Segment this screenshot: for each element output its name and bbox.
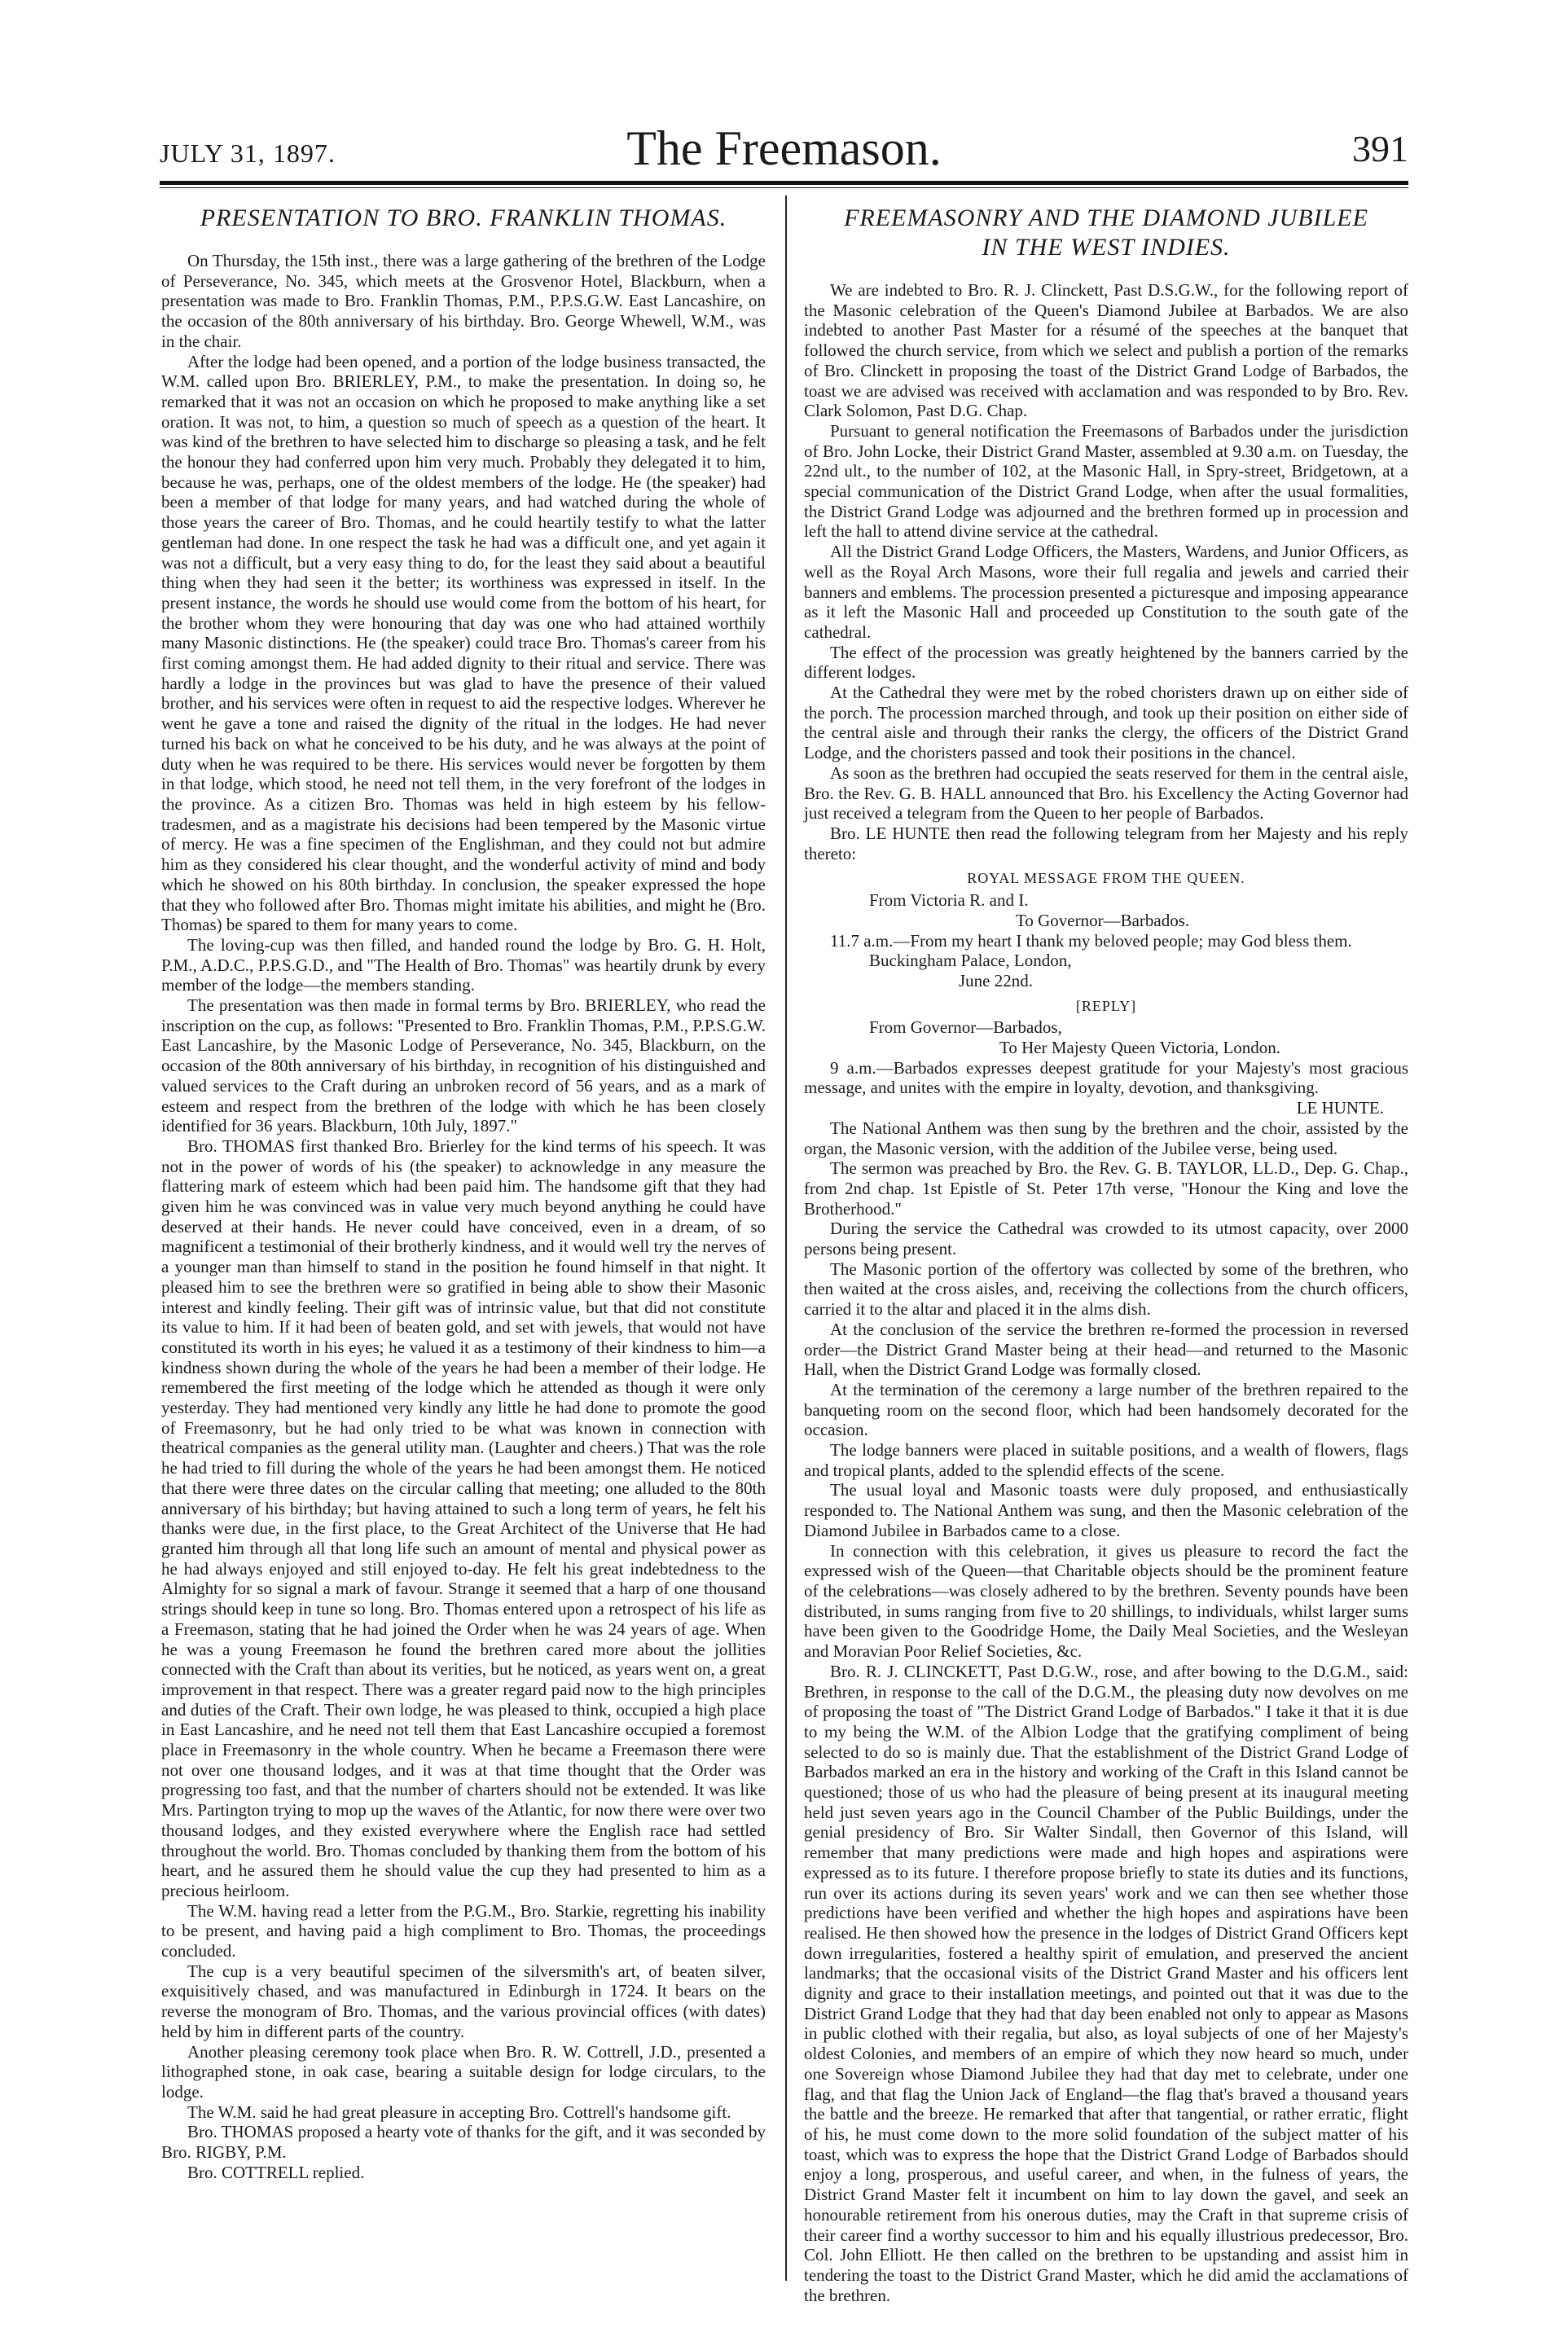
telegram-to: To Governor—Barbados. [1016, 910, 1190, 930]
article-paragraph: The Masonic portion of the offertory was collected by some of the brethren, who then waited at the cross aisles, and, receiving the collections from the church officers, carried it to the altar and placed it in the alms dish. [804, 1258, 1408, 1320]
article-paragraph: The loving-cup was then filled, and handed round the lodge by Bro. G. H. Holt, P.M., A.D.C., P.P.S.G.D., and "The Health of Bro. Thomas" was heartily drunk by every member of the lodge—the members standing. [161, 934, 766, 995]
reply-signature: LE HUNTE. [1296, 1098, 1384, 1118]
headline-line: IN THE WEST INDIES. [982, 234, 1231, 261]
article-paragraph: The lodge banners were placed in suitable positions, and a wealth of flowers, flags and tropical plants, added to the splendid effects of the scene. [804, 1440, 1408, 1480]
article-paragraph: At the Cathedral they were met by the robed choristers drawn up on either side of the porch. The procession marched through, and took up their position on either side of the central aisle and through their ranks the clergy, the officers of the District Grand Lodge, and the choristers passed and took their positions in the chancel. [804, 683, 1408, 763]
publication-title: The Freemason. [626, 121, 942, 175]
article-paragraph: Another pleasing ceremony took place when Bro. R. W. Cottrell, J.D., presented a lithographed stone, in oak case, bearing a suitable design for lodge circulars, to the lodge. [161, 2041, 766, 2102]
reply-body: 9 a.m.—Barbados expresses deepest gratitude for your Majesty's most gracious message, and unites with the empire in loyalty, devotion, and thanksgiving. [804, 1057, 1408, 1098]
telegram-body: 11.7 a.m.—From my heart I thank my beloved people; may God bless them. [830, 930, 1352, 951]
article-paragraph: The National Anthem was then sung by the brethren and the choir, assisted by the organ, the Masonic version, with the addition of the Jubilee verse, being used. [804, 1118, 1408, 1158]
article-paragraph: We are indebted to Bro. R. J. Clinckett, Past D.S.G.W., for the following report of the Masonic celebration of the Queen's Diamond Jubilee at Barbados. We are also indebted to another Past Master for a résumé of the speeches at the banquet that followed the church service, from which we select and publish a portion of the remarks of Bro. Clinckett in proposing the toast of the District Grand Lodge of Barbados, the toast we are advised was received with acclamation and was responded to by Bro. Rev. Clark Solomon, Past D.G. Chap. [804, 280, 1408, 421]
masthead-rule [160, 181, 1408, 185]
article-paragraph: Bro. LE HUNTE then read the following telegram from her Majesty and his reply thereto: [804, 823, 1408, 863]
page-number: 391 [1352, 128, 1408, 169]
royal-message-heading: ROYAL MESSAGE FROM THE QUEEN. [967, 870, 1245, 887]
telegram-from: From Victoria R. and I. [869, 890, 1029, 911]
column-divider [785, 195, 787, 2281]
article-paragraph: On Thursday, the 15th inst., there was a large gathering of the brethren of the Lodge of Perseverance, No. 345, which meets at the Grosvenor Hotel, Blackburn, when a presentation was made to Bro. Franklin Thomas, P.M., P.P.S.G.W. East Lancashire, on the occasion of the 80th anniversary of his birthday. Bro. George Whewell, W.M., was in the chair. [161, 251, 766, 351]
article-paragraph: The W.M. said he had great pleasure in accepting Bro. Cottrell's handsome gift. [187, 2102, 731, 2122]
article-paragraph: The usual loyal and Masonic toasts were duly proposed, and enthusiastically responded to. The National Anthem was sung, and then the Masonic celebration of the Diamond Jubilee in Barbados came to a close. [804, 1480, 1408, 1540]
telegram-date: June 22nd. [959, 970, 1033, 990]
article-paragraph: Bro. THOMAS first thanked Bro. Brierley for the kind terms of his speech. It was not in the power of words of his (the speaker) to acknowledge in any measure the flattering mark of esteem which had been paid him. The handsome gift that they had given him he was convinced was in value very much beyond anything he could have deserved at their hands. He never could have conceived, even in a dream, of so magnificent a testimonial of their brotherly kindness, and it would well try the nerves of a younger man than himself to stand in the position he found himself in that night. It pleased him to see the brethren were so gratified in being able to show their Masonic interest and kindly feeling. Their gift was of intrinsic value, but that did not constitute its value to him. If it had been of beaten gold, and set with jewels, that would not have constituted its worth in his eyes; he valued it as a testimony of their kindness to him—a kindness shown during the whole of the years he had been a member of their lodge. He remembered the first meeting of the lodge which he attended as though it were only yesterday. They had mentioned very kindly any little he had done to promote the good of Freemasonry, but he had only tried to be what was known in connection with theatrical companies as the general utility man. (Laughter and cheers.) That was the role he had tried to fill during the whole of the years he had been amongst them. He noticed that there were three dates on the circular calling that meeting; one alluded to the 80th anniversary of his birthday; but having attained to such a long term of years, he felt his thanks were due, in the first place, to the Great Architect of the Universe that He had granted him through all that long life such an amount of mental and physical power as he had always enjoyed and still enjoyed to-day. He felt his great indebtedness to the Almighty for so signal a mark of favour. Strange it seemed that a harp of one thousand strings should keep in tune so long. Bro. Thomas entered upon a retrospect of his life as a Freemason, stating that he had joined the Order when he was 24 years of age. When he was a young Freemason he found the brethren cared more about the jollities connected with the Craft than about its verities, but he noticed, as years went on, a great improvement in that respect. There was a greater regard paid now to the high principles and duties of the Craft. Their own lodge, he was pleased to think, occupied a high place in East Lancashire, and he need not tell them that East Lancashire occupied a foremost place in Freemasonry in the whole country. When he became a Freemason there were not over one thousand lodges, and it was at that time thought that the Order was progressing too fast, and that the number of charters should not be extended. It was like Mrs. Partington trying to mop up the waves of the Atlantic, for now there were over two thousand lodges, and they existed everywhere where the English race had settled throughout the world. Bro. Thomas concluded by thanking them from the bottom of his heart, and he assured them he should value the cup they had presented to him as a precious heirloom. [161, 1135, 766, 1900]
article-headline: PRESENTATION TO BRO. FRANKLIN THOMAS. [200, 204, 727, 231]
article-paragraph: In connection with this celebration, it gives us pleasure to record the fact the expressed wish of the Queen—that Charitable objects should be the prominent feature of the celebrations—was closely adhered to by the brethren. Seventy pounds have been distributed, in sums ranging from five to 20 shillings, to individuals, whilst larger sums have been given to the Goodridge Home, the Daily Meal Societies, and the Wesleyan and Moravian Poor Relief Societies, &c. [804, 1540, 1408, 1662]
article-paragraph: The cup is a very beautiful specimen of the silversmith's art, of beaten silver, exquisitively chased, and was manufactured in Edinburgh in 1724. It bears on the reverse the monogram of Bro. Thomas, and the various provincial offices (with dates) held by him in different parts of the country. [161, 1961, 766, 2041]
article-paragraph: Bro. THOMAS proposed a hearty vote of thanks for the gift, and it was seconded by Bro. RIGBY, P.M. [161, 2122, 766, 2163]
article-paragraph: Bro. R. J. CLINCKETT, Past D.G.W., rose, and after bowing to the D.G.M., said: Brethren, in response to the call of the D.G.M., the pleasing duty now devolves on me of proposing the toast of "The District Grand Lodge of Barbados." I take it that it is due to my being the W.M. of the Albion Lodge that the gratifying compliment of being selected to do so is mainly due. That the establishment of the District Grand Lodge of Barbados marked an era in the history and working of the Craft in this Island cannot be questioned; those of us who had the pleasure of being present at its inaugural meeting held just seven years ago in the Council Chamber of the Public Buildings, under the genial presidency of Bro. Sir Walter Sindall, then Governor of this Island, will remember that many predictions were made and high hopes and aspirations were expressed as to its future. I therefore propose briefly to state its duties and its functions, run over its actions during its seven years' work and we can then see whether those predictions have been verified and whether the high hopes and aspirations have been realised. He then showed how the presence in the lodges of District Grand Officers kept down irregularities, fostered a healthy spirit of emulation, and preserved the ancient landmarks; that the occasional visits of the District Grand Master and his officers lent dignity and grace to their installation meetings, and pointed out that it was due to the District Grand Lodge that they had that day been enabled not only to appear as Masons in public clothed with their regalia, but also, as loyal subjects of one of her Majesty's oldest Colonies, and members of an empire of which they now heard so much, under one Sovereign whose Diamond Jubilee they had that day met to celebrate, under one flag, and that flag the Union Jack of England—the flag that's braved a thousand years the battle and the breeze. He remarked that after that tangential, or rather erratic, flight of his, he must come down to the more solid foundation of the subject matter of his toast, which was to express the hope that the District Grand Lodge of Barbados should enjoy a long, prosperous, and useful career, and when, in the fulness of years, the District Grand Master felt it incumbent on him to lay down the gavel, and seek an honourable retirement from his onerous duties, may the Craft in that supreme crisis of their career find a worthy successor to him and his equally illustrious predecessor, Bro. Col. John Elliott. He then called on the brethren to be upstanding and assist him in tendering the toast to the District Grand Master, which he did amid the acclamations of the brethren. [804, 1661, 1408, 2305]
article-paragraph: Pursuant to general notification the Freemasons of Barbados under the jurisdiction of Bro. John Locke, their District Grand Master, assembled at 9.30 a.m. on Tuesday, the 22nd ult., to the number of 102, at the Masonic Hall, in Spry-street, Bridgetown, at a special communication of the District Grand Lodge, when after the usual formalities, the District Grand Lodge was adjourned and the brethren formed up in procession and left the hall to attend divine service at the cathedral. [804, 420, 1408, 542]
headline-line: FREEMASONRY AND THE DIAMOND JUBILEE [844, 204, 1368, 231]
reply-label: [REPLY] [1075, 997, 1137, 1014]
left-column [161, 200, 766, 2286]
reply-from: From Governor—Barbados, [869, 1017, 1062, 1038]
article-paragraph: At the termination of the ceremony a large number of the brethren repaired to the banqueting room on the second floor, which had been handsomely decorated for the occasion. [804, 1379, 1408, 1440]
issue-date: JULY 31, 1897. [160, 138, 336, 168]
telegram-place: Buckingham Palace, London, [869, 951, 1072, 971]
article-paragraph: After the lodge had been opened, and a portion of the lodge business transacted, the W.M. called upon Bro. BRIERLEY, P.M., to make the presentation. In doing so, he remarked that it was not an occasion on which he proposed to make anything like a set oration. It was not, to him, a question so much of speech as a question of the heart. It was kind of the brethren to have selected him to discharge so pleasing a task, and he felt the honour they had conferred upon him very much. Probably they delegated it to him, because he was, perhaps, one of the oldest members of the lodge. He (the speaker) had been a member of that lodge for many years, and had watched during the whole of those years the career of Bro. Thomas, and he could heartily testify to what the latter gentleman had done. In one respect the task he had was a difficult one, and yet again it was not a difficult, but a very easy thing to do, for the least they said about a beautiful thing when they had seen it the better; its worthiness was expressed in itself. In the present instance, the words he should use would come from the bottom of his heart, for the brother whom they were honouring that day was one who had attained worthily many Masonic distinctions. He (the speaker) could trace Bro. Thomas's career from his first coming amongst them. He had added dignity to their ritual and service. There was hardly a lodge in the provinces but was glad to have the presence of their valued brother, and his services were often in request to aid the respective lodges. Wherever he went he gave a tone and raised the dignity of the ritual in the lodges. He had never turned his back on what he conceived to be his duty, and he was always at the point of duty when he was required to be there. His services would never be forgotten by them in that lodge, which stood, he need not tell them, in the very forefront of the lodges in the province. As a citizen Bro. Thomas was held in high esteem by his fellow-tradesmen, and as a magistrate his decisions had been tempered by the Masonic virtue of mercy. He was a fine specimen of the Englishman, and they could not but admire him as they considered his clear thought, and the wonderful activity of mind and body which he showed on his 80th birthday. In conclusion, the speaker expressed the hope that they who followed after Bro. Thomas might imitate his abilities, and might he (Bro. Thomas) be spared to them for many years to come. [161, 351, 766, 935]
article-paragraph: The presentation was then made in formal terms by Bro. BRIERLEY, who read the inscription on the cup, as follows: "Presented to Bro. Franklin Thomas, P.M., P.P.S.G.W. East Lancashire, by the Masonic Lodge of Perseverance, No. 345, Blackburn, on the occasion of the 80th anniversary of his birthday, in recognition of his distinguished and valued services to the Craft during an unbroken record of 56 years, and as a mark of esteem and respect from the brethren of the lodge with which he has been closely identified for 36 years. Blackburn, 10th July, 1897." [161, 995, 766, 1136]
article-paragraph: The effect of the procession was greatly heightened by the banners carried by the different lodges. [804, 642, 1408, 683]
masthead [160, 121, 1408, 178]
article-paragraph: All the District Grand Lodge Officers, the Masters, Wardens, and Junior Officers, as well as the Royal Arch Masons, wore their full regalia and jewels and carried their banners and emblems. The procession presented a picturesque and imposing appearance as it left the Masonic Hall and proceeded up Constitution to the south gate of the cathedral. [804, 542, 1408, 642]
article-headline [804, 204, 1408, 262]
right-column [804, 200, 1408, 2305]
article-paragraph: At the conclusion of the service the brethren re-formed the procession in reversed order—the District Grand Master being at their head—and returned to the Masonic Hall, when the District Grand Lodge was formally closed. [804, 1319, 1408, 1380]
masthead-rule-thin [160, 187, 1408, 188]
article-paragraph: As soon as the brethren had occupied the seats reserved for them in the central aisle, Bro. the Rev. G. B. HALL announced that Bro. his Excellency the Acting Governor had just received a telegram from the Queen to her people of Barbados. [804, 762, 1408, 824]
article-paragraph: The sermon was preached by Bro. the Rev. G. B. TAYLOR, LL.D., Dep. G. Chap., from 2nd chap. 1st Epistle of St. Peter 17th verse, "Honour the King and love the Brotherhood." [804, 1158, 1408, 1219]
article-paragraph: During the service the Cathedral was crowded to its utmost capacity, over 2000 persons being present. [804, 1219, 1408, 1259]
article-paragraph: The W.M. having read a letter from the P.G.M., Bro. Starkie, regretting his inability to be present, and having paid a high compliment to Bro. Thomas, the proceedings concluded. [161, 1900, 766, 1961]
article-paragraph: Bro. COTTRELL replied. [187, 2162, 365, 2182]
reply-to: To Her Majesty Queen Victoria, London. [999, 1038, 1281, 1058]
